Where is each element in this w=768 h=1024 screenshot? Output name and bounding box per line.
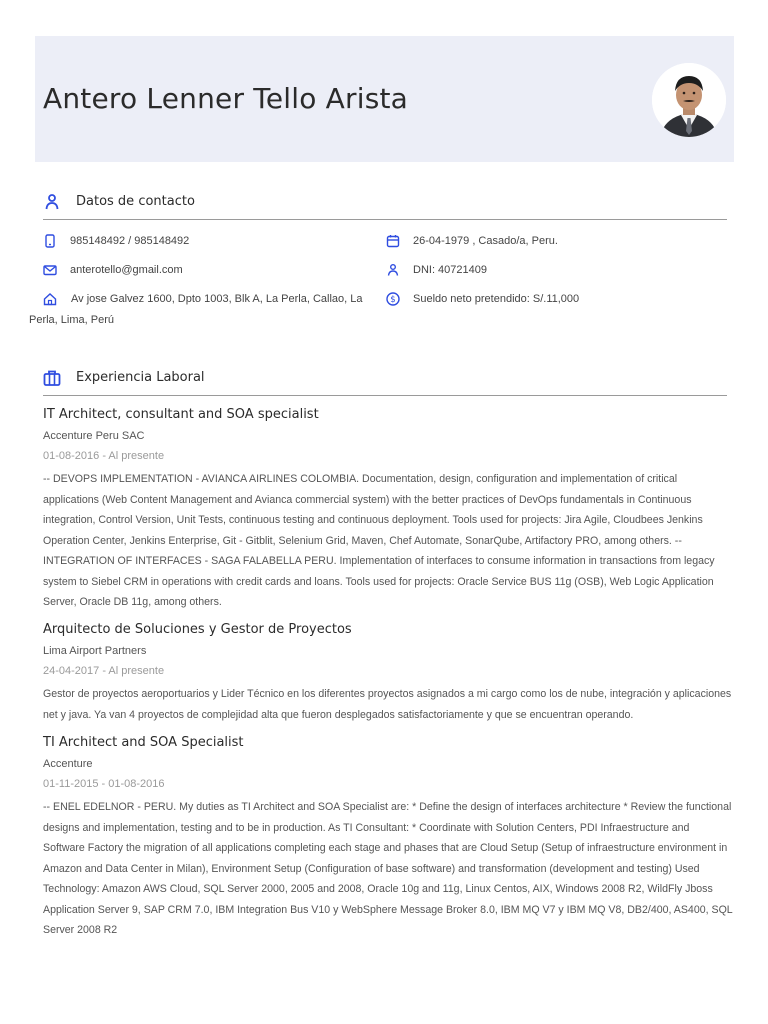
phone-icon [43,234,57,248]
job-entry [43,734,733,941]
person-icon [43,193,61,211]
id-person-icon [386,263,400,277]
job-title: TI Architect and SOA Specialist [43,735,244,750]
phone-value: 985148492 / 985148492 [70,235,190,247]
dni-value: DNI: 40721409 [413,264,487,276]
birth-value: 26-04-1979 , Casado/a, Peru. [413,235,558,247]
candidate-name: Antero Lenner Tello Arista [43,82,409,115]
job-description: -- ENEL EDELNOR - PERU. My duties as TI Architect and SOA Specialist are: * Define the design of interfaces architecture * Review the functional designs and implementation, testing and to be in production. As TI Consultant: * Coordinate with Solution Centers, PDI Infraestructure and Software Factory the migration of all applications completing each stage and phases that are Cloud Setup (Setup of infraestructure environment in Amazon and Data Center in Milan), Environment Setup (Configuration of base software) and transformation (development and testing) Used Technology: Amazon AWS Cloud, SQL Server 2000, 2005 and 2008, Oracle 10g and 11g, Linux Centos, AIX, Windows 2008 R2, WildFly Jboss Application Server 9, SAP CRM 7.0, IBM Integration Bus V10 y WebSphere Message Broker 8.0, IBM MQ V7 y IBM MQ V8, DB2/400, AS400, SQL Server 2008 R2 [43,801,733,936]
mail-icon [43,263,57,277]
job-dates: 24-04-2017 - Al presente [43,665,165,677]
job-dates: 01-08-2016 - Al presente [43,450,165,462]
svg-text:$: $ [390,295,396,306]
salary-value: Sueldo neto pretendido: S/.11,000 [413,293,580,305]
job-dates: 01-11-2015 - 01-08-2016 [43,778,165,790]
contact-section-header [43,193,727,220]
profile-photo [652,63,726,137]
job-company: Accenture [43,758,93,770]
job-entry [43,621,733,725]
contact-section-title: Datos de contacto [76,194,195,209]
briefcase-icon [43,369,61,387]
dollar-icon [386,292,400,306]
email-value[interactable]: anterotello@gmail.com [70,264,183,276]
header-banner [35,36,734,162]
job-entry [43,406,733,613]
job-company: Accenture Peru SAC [43,430,145,442]
job-company: Lima Airport Partners [43,645,147,657]
job-description: Gestor de proyectos aeroportuarios y Lider Técnico en los diferentes proyectos asignados a mi cargo como los de nube, integración y aplicaciones net y java. Ya van 4 proyectos de complejidad alta que fueron desplegados satisfactoriamente y que se encuentran operando. [43,688,732,721]
address-value: Av jose Galvez 1600, Dpto 1003, Blk A, La Perla, Callao, La Perla, Lima, Perú [29,293,363,326]
calendar-icon [386,234,400,248]
experience-section-title: Experiencia Laboral [76,370,205,385]
job-title: IT Architect, consultant and SOA specialist [43,407,319,422]
experience-section-header [43,369,727,396]
job-title: Arquitecto de Soluciones y Gestor de Proyectos [43,622,352,637]
job-description: -- DEVOPS IMPLEMENTATION - AVIANCA AIRLINES COLOMBIA. Documentation, design, configuration and implementation of critical applications (Web Content Management and Avianca commercial system) with the better practices of DevOps fundamentals in Continuous integration, Control Version, Unit Tests, continuous testing and continuous deployment. Tools used for projects: Jira Agile, Cloudbees Jenkins Operation Center, Jenkins Enterprise, Git - Gitblit, Selenium Grid, Maven, Chef Automate, SonarQube, Artifactory PRO, among others. -- INTEGRATION OF INTERFACES - SAGA FALABELLA PERU. Implementation of interfaces to consume information in transactions from legacy system to Siebel CRM in operations with credit cards and loans. Tools used for projects: Oracle Service BUS 11g (OSB), Web Logic Application Server, Oracle DB 11g, among others. [43,473,715,608]
